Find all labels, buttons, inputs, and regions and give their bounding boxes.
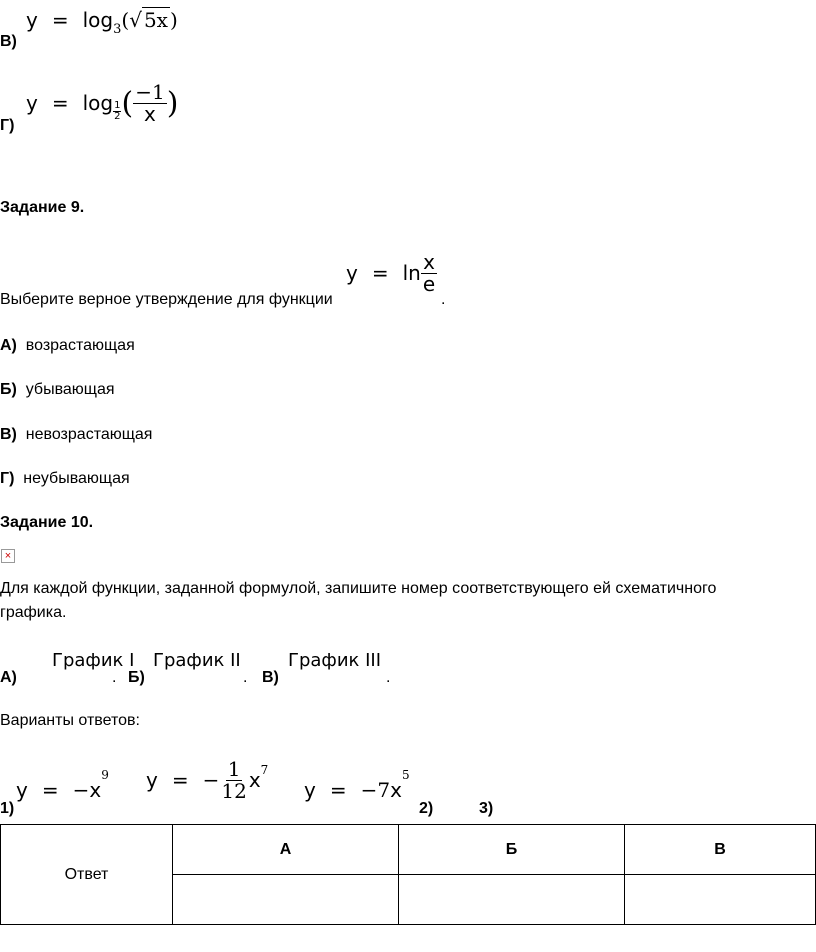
column-header-v: В bbox=[625, 825, 816, 875]
task10-item-a-period: . bbox=[112, 669, 117, 686]
task10-item-a-label: А) bbox=[0, 669, 17, 686]
answer-cell-a[interactable] bbox=[173, 875, 399, 925]
answer-2-number: 2) bbox=[419, 800, 434, 817]
task10-item-b-label: Б) bbox=[128, 669, 145, 686]
task10-item-v-period: . bbox=[386, 669, 391, 686]
answer-1-formula: $y = -x^9$ bbox=[16, 768, 109, 802]
answer-2-formula: y = − $\frac{1}{12}$ x $^7$ bbox=[146, 756, 269, 803]
option-v-formula: $y = \log_3(√$ 5x ) bbox=[26, 8, 178, 37]
task10-item-a-graph: График I bbox=[52, 650, 135, 671]
column-header-b: Б bbox=[399, 825, 625, 875]
option-g-label: Г) bbox=[0, 117, 15, 134]
task9-option-a: А) возрастающая bbox=[0, 337, 135, 354]
task9-period: . bbox=[441, 291, 446, 308]
answer-table bbox=[0, 824, 816, 925]
answer-3-number: 3) bbox=[479, 800, 494, 817]
answers-heading: Варианты ответов: bbox=[0, 712, 140, 729]
task9-prompt: Выберите верное утверждение для функции bbox=[0, 291, 333, 308]
answer-row-label: Ответ bbox=[1, 825, 173, 925]
task10-prompt: Для каждой функции, заданной формулой, запишите номер соответствующего ей схематичного графика. bbox=[0, 580, 717, 621]
task9-formula: y = ln $\frac{x}{e}$ bbox=[346, 249, 436, 296]
broken-image-icon: × bbox=[1, 549, 15, 563]
task10-item-v-label: В) bbox=[262, 669, 279, 686]
task10-item-b-graph: График II bbox=[153, 650, 241, 671]
answer-cell-v[interactable] bbox=[625, 875, 816, 925]
task10-item-v-graph: График III bbox=[288, 650, 382, 671]
task10-item-b-period: . bbox=[243, 669, 248, 686]
answer-cell-b[interactable] bbox=[399, 875, 625, 925]
task10-title: Задание 10. bbox=[0, 514, 94, 531]
answer-1-number: 1) bbox=[0, 800, 15, 817]
task9-title: Задание 9. bbox=[0, 199, 85, 216]
task9-option-b: Б) убывающая bbox=[0, 381, 115, 398]
answer-3-formula: $y = -7x^5$ bbox=[304, 768, 410, 802]
task9-option-g: Г) неубывающая bbox=[0, 470, 130, 487]
column-header-a: А bbox=[173, 825, 399, 875]
option-g-formula: y = log $\frac{1}{2}$ ( $\frac{-1}{x}$ ) bbox=[26, 79, 179, 126]
option-v-label: В) bbox=[0, 33, 17, 50]
task9-option-v: В) невозрастающая bbox=[0, 426, 153, 443]
